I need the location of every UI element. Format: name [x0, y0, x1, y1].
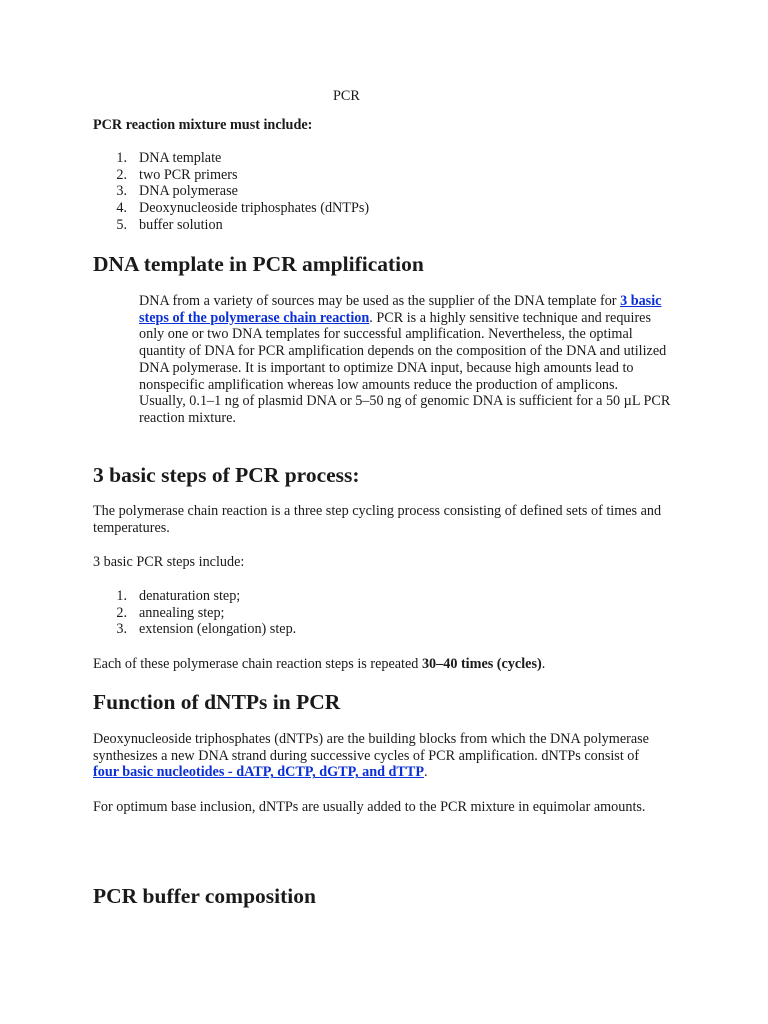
- list-item-text: denaturation step;: [139, 588, 241, 604]
- paragraph-text: . PCR is a highly sensitive technique and requires only one or two DNA templates for successful amplification. Nevertheless, the optimal quantity of DNA for PCR amplification depends on the composition of the DNA and utilized DNA polymerase. It is important to optimize DNA input, because high amounts lead to nonspecific amplification whereas low amounts reduce the production of amplicons.: [139, 309, 667, 393]
- list-item-text: DNA template: [139, 150, 222, 166]
- list-item-text: DNA polymerase: [139, 183, 238, 200]
- list-item: [93, 167, 369, 184]
- mixture-list: [93, 150, 369, 233]
- list-number: 1.: [116, 588, 127, 604]
- list-item-text: buffer solution: [139, 216, 223, 233]
- list-number: 2.: [116, 166, 127, 183]
- repeat-paragraph: [93, 656, 545, 673]
- heading-dna-template: DNA template in PCR amplification: [93, 252, 424, 276]
- list-item-text: extension (elongation) step.: [139, 621, 297, 638]
- list-item-text: two PCR primers: [139, 166, 238, 183]
- cycles-emphasis: 30–40 times (cycles): [421, 656, 542, 672]
- list-item-text: Deoxynucleoside triphosphates (dNTPs): [139, 200, 370, 217]
- dna-template-paragraph: [139, 293, 679, 393]
- list-item: [93, 150, 369, 167]
- steps-intro: 3 basic PCR steps include:: [93, 554, 245, 570]
- steps-list: [93, 588, 296, 638]
- dna-quantity-paragraph: Usually, 0.1–1 ng of plasmid DNA or 5–50 ng of genomic DNA is sufficient for a 50 µL PCR reaction mixture.: [139, 393, 671, 426]
- list-item-text: annealing step;: [139, 604, 225, 621]
- list-item: [93, 621, 296, 638]
- dna-template-block: [139, 293, 679, 427]
- list-item: [93, 605, 296, 622]
- heading-dntp-function: Function of dNTPs in PCR: [93, 690, 341, 714]
- nucleotides-link[interactable]: four basic nucleotides - dATP, dCTP, dGTP, and dTTP: [93, 764, 424, 781]
- heading-buffer-composition: PCR buffer composition: [93, 884, 316, 908]
- mixture-intro: PCR reaction mixture must include:: [93, 117, 313, 133]
- cycle-paragraph: The polymerase chain reaction is a three step cycling process consisting of defined sets of times and temperatures.: [93, 503, 662, 536]
- optimum-paragraph: For optimum base inclusion, dNTPs are usually added to the PCR mixture in equimolar amounts.: [93, 799, 646, 815]
- heading-pcr-steps: 3 basic steps of PCR process:: [93, 463, 360, 487]
- list-number: 2.: [116, 604, 127, 621]
- list-number: 5.: [116, 216, 127, 233]
- dntp-paragraph: [93, 731, 663, 781]
- list-number: 3.: [116, 621, 127, 638]
- paragraph-text: .: [541, 656, 546, 672]
- list-item: [93, 200, 369, 217]
- list-number: 1.: [116, 150, 127, 166]
- paragraph-text: DNA from a variety of sources may be used as the supplier of the DNA template for: [139, 293, 621, 309]
- pcr-steps-link[interactable]: 3 basic steps of the polymerase chain reaction: [139, 293, 662, 326]
- list-number: 3.: [116, 183, 127, 200]
- list-item: [93, 217, 369, 234]
- paragraph-text: .: [424, 764, 428, 781]
- list-number: 4.: [116, 200, 127, 217]
- list-item: [93, 588, 296, 605]
- paragraph-text: Each of these polymerase chain reaction steps is repeated: [93, 656, 422, 672]
- list-item: [93, 183, 369, 200]
- document-title: PCR: [333, 88, 360, 104]
- paragraph-text: Deoxynucleoside triphosphates (dNTPs) are the building blocks from which the DNA polymerase synthesizes a new DNA strand during successive cycles of PCR amplification. dNTPs consist of: [93, 731, 649, 764]
